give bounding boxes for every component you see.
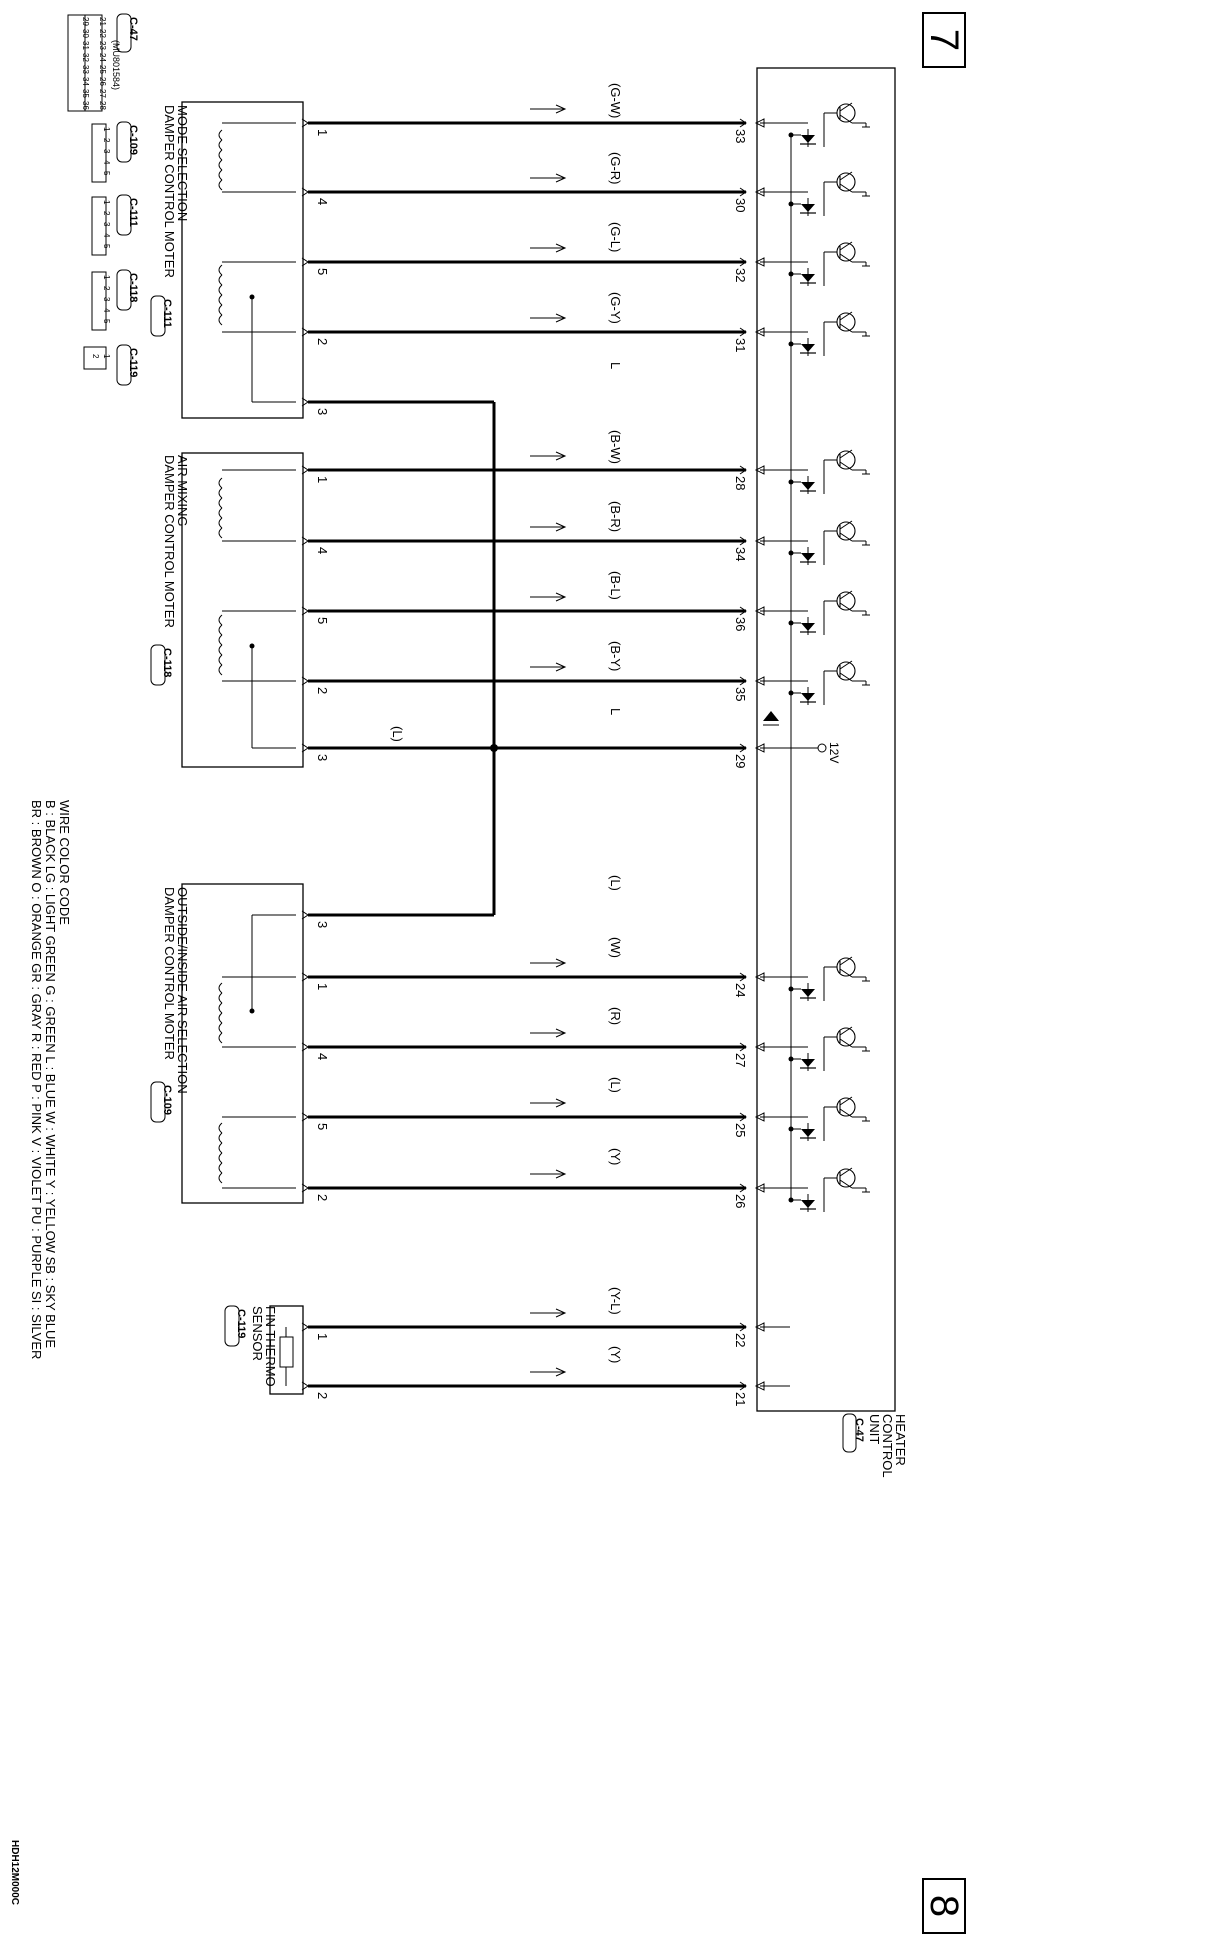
wire-color-label: (B-L) (608, 571, 623, 600)
unit-pin-label: 29 (733, 754, 748, 769)
wire-16 (302, 1287, 764, 1347)
connector-view-label: C-119 (127, 348, 139, 378)
connector-view-pin: 5 (102, 244, 111, 249)
wire-color-label: (Y) (608, 1346, 623, 1364)
unit-pin-label: 24 (733, 983, 748, 998)
motor-connector: C-118 (161, 648, 173, 678)
c47-pin: 23 (98, 41, 107, 50)
coil-turn (219, 1173, 222, 1183)
connector-view-pin: 1 (102, 275, 111, 280)
coil-turn (219, 275, 222, 285)
c47-pin: 33 (81, 65, 90, 74)
unit-pin-label: 36 (733, 617, 748, 632)
c47-pin: 25 (98, 65, 107, 74)
driver-stage (760, 312, 870, 356)
coil-turn (219, 1153, 222, 1163)
device-pin-label: 4 (315, 198, 330, 206)
motor-title: MODE SELECTION (175, 105, 190, 222)
coil-turn (219, 1013, 222, 1023)
diagram-code: HDH12M000C (9, 1840, 20, 1906)
coil-turn (219, 518, 222, 528)
driver-stage (760, 1097, 870, 1141)
coil-turn (219, 625, 222, 635)
device-pin-label: 1 (315, 129, 330, 137)
wire-4 (302, 292, 764, 352)
c47-pin: 27 (98, 89, 107, 98)
heater-unit-connector: C-47 (853, 1418, 865, 1442)
c47-pin: 36 (81, 101, 90, 110)
coil-center-tap (250, 1009, 255, 1014)
wire-color-label: (Y) (608, 1148, 623, 1166)
c47-pin: 31 (81, 41, 90, 50)
coil-turn (219, 528, 222, 538)
heater-unit-label: HEATER (893, 1414, 908, 1466)
connector-view-pin: 5 (102, 171, 111, 176)
wire-5 (302, 362, 623, 415)
damper-motor-3 (182, 884, 303, 1203)
motor-box (182, 453, 303, 767)
c47-pin: 29 (81, 17, 90, 26)
coil-turn (219, 655, 222, 665)
diode-symbol (801, 482, 815, 490)
c47-pin: 28 (98, 101, 107, 110)
device-pin-label: 1 (315, 476, 330, 484)
c47-pin: 24 (98, 53, 107, 62)
c47-pin: 30 (81, 29, 90, 38)
coil-turn (219, 993, 222, 1003)
sensor-title: SENSOR (250, 1306, 265, 1361)
coil-turn (219, 285, 222, 295)
junction-dot (490, 744, 498, 752)
connector-view-pin: 4 (102, 308, 111, 313)
driver-stage (760, 242, 870, 286)
coil-turn (219, 1133, 222, 1143)
coil-turn (219, 983, 222, 993)
wire-color-label: (G-W) (608, 83, 623, 119)
motor-title: OUTSIDE/INSIDE AIR SELECTION (175, 887, 190, 1094)
heater-control-unit-box (757, 68, 895, 1411)
wire-color-label: (R) (608, 1007, 623, 1026)
motor-title: DAMPER CONTROL MOTER (162, 887, 177, 1060)
diode-symbol (801, 693, 815, 701)
wire-color-label: (G-L) (608, 222, 623, 253)
unit-pin-label: 25 (733, 1123, 748, 1138)
driver-stage (760, 1027, 870, 1071)
unit-pin-label: 35 (733, 687, 748, 702)
wire-2 (302, 152, 764, 212)
wire-3 (302, 222, 764, 282)
device-pin-label: 2 (315, 1194, 330, 1202)
c47-pin: 35 (81, 89, 90, 98)
driver-stage (760, 661, 870, 705)
c47-part-number: (MU801584) (111, 40, 121, 91)
unit-pin-label: 22 (733, 1333, 748, 1348)
device-pin-label: 2 (315, 1392, 330, 1400)
coil-turn (219, 635, 222, 645)
page-number-bottom: 8 (922, 1878, 966, 1934)
device-pin-label: 3 (315, 408, 330, 416)
coil-turn (219, 140, 222, 150)
coil-turn (219, 295, 222, 305)
c47-pin: 21 (98, 17, 107, 26)
coil-turn (219, 478, 222, 488)
wire-color-label-device: (L) (390, 726, 405, 742)
diode-symbol (801, 1129, 815, 1137)
connector-view-pin: 4 (102, 233, 111, 238)
coil-turn (219, 130, 222, 140)
coil-turn (219, 508, 222, 518)
wire-13 (302, 1007, 764, 1067)
12v-label: 12V (827, 742, 841, 764)
wire-color-label: L (608, 708, 623, 716)
driver-stage (760, 450, 870, 494)
diode-symbol (801, 1200, 815, 1208)
wire-14 (302, 1077, 764, 1137)
wire-color-code-title: WIRE COLOR CODE (57, 800, 72, 925)
coil-center-tap (250, 295, 255, 300)
connector-view-pin: 3 (102, 222, 111, 227)
connector-view-pin: 4 (102, 160, 111, 165)
wire-11 (302, 875, 623, 928)
12v-terminal (818, 744, 826, 752)
coil-turn (219, 1123, 222, 1133)
coil-turn (219, 645, 222, 655)
device-pin-label: 3 (315, 921, 330, 929)
connector-view-pin: 2 (102, 286, 111, 291)
device-pin-label: 4 (315, 1053, 330, 1061)
device-pin-label: 2 (315, 687, 330, 695)
coil-turn (219, 498, 222, 508)
diode-symbol (801, 344, 815, 352)
coil-turn (219, 1163, 222, 1173)
coil-turn (219, 1003, 222, 1013)
wire-color-label: (L) (608, 875, 623, 891)
connector-view-pin: 1 (102, 127, 111, 132)
unit-pin-label: 31 (733, 338, 748, 353)
wire-color-label: (B-R) (608, 501, 623, 533)
connector-view-pin: 2 (91, 354, 100, 359)
wire-color-label: (Y-L) (608, 1287, 623, 1315)
thermistor-symbol (280, 1337, 293, 1367)
diode-symbol (801, 989, 815, 997)
wire-color-label: (G-R) (608, 152, 623, 185)
wire-7 (302, 501, 764, 561)
diode-symbol (801, 274, 815, 282)
device-pin-label: 1 (315, 983, 330, 991)
unit-pin-label: 34 (733, 547, 748, 562)
connector-view-pin: 2 (102, 211, 111, 216)
heater-unit-label: UNIT (867, 1414, 882, 1445)
motor-box (182, 102, 303, 418)
connector-view-label: C-109 (127, 125, 139, 155)
device-pin-label: 5 (315, 268, 330, 276)
unit-pin-label: 28 (733, 476, 748, 491)
sensor-connector: C-119 (235, 1309, 247, 1339)
coil-turn (219, 170, 222, 180)
motor-connector: C-111 (161, 299, 173, 328)
device-pin-label: 4 (315, 547, 330, 555)
wire-17 (302, 1346, 764, 1406)
wire-color-label: (B-W) (608, 430, 623, 464)
driver-stage (760, 521, 870, 565)
wire-color-label: (B-Y) (608, 641, 623, 672)
unit-pin-label: 30 (733, 198, 748, 213)
coil-turn (219, 160, 222, 170)
motor-title: AIR MIXING (175, 455, 190, 527)
zener-diode (763, 711, 779, 721)
damper-motor-1 (182, 102, 303, 418)
wire-color-label: L (608, 362, 623, 370)
driver-stage (760, 957, 870, 1001)
connector-view-pin: 2 (102, 138, 111, 143)
coil-turn (219, 1143, 222, 1153)
wire-10 (302, 708, 764, 768)
diode-symbol (801, 135, 815, 143)
coil-turn (219, 315, 222, 325)
unit-pin-label: 26 (733, 1194, 748, 1209)
connector-view-label: C-111 (127, 198, 139, 227)
wire-1 (302, 83, 764, 143)
device-pin-label: 3 (315, 754, 330, 762)
c47-pin: 32 (81, 53, 90, 62)
coil-center-tap (250, 644, 255, 649)
connector-view-label: C-118 (127, 273, 139, 303)
c47-pin: 26 (98, 77, 107, 86)
motor-title: DAMPER CONTROL MOTER (162, 105, 177, 278)
coil-turn (219, 665, 222, 675)
device-pin-label: 2 (315, 338, 330, 346)
diode-symbol (801, 553, 815, 561)
coil-turn (219, 180, 222, 190)
connector-view-pin: 3 (102, 149, 111, 154)
motor-connector: C-109 (161, 1085, 173, 1115)
wire-color-code-line2: BR : BROWN O : ORANGE GR : GRAY R : RED P : PINK V : VIOLET PU : PURPLE SI : SILVER (29, 800, 44, 1360)
wire-color-code-line1: B : BLACK LG : LIGHT GREEN G : GREEN L : BLUE W : WHITE Y : YELLOW SB : SKY BLUE (43, 800, 58, 1349)
diode-symbol (801, 1059, 815, 1067)
c47-pin: 34 (81, 77, 90, 86)
driver-stage (760, 172, 870, 216)
motor-box (182, 884, 303, 1203)
wire-color-label: (L) (608, 1077, 623, 1093)
coil-turn (219, 150, 222, 160)
connector-view-pin: 1 (102, 200, 111, 205)
driver-stage (760, 591, 870, 635)
coil-turn (219, 265, 222, 275)
wire-15 (302, 1148, 764, 1208)
wire-6 (302, 430, 764, 490)
damper-motor-2 (182, 453, 303, 767)
wire-color-label: (W) (608, 937, 623, 958)
c47-pin: 22 (98, 29, 107, 38)
motor-title: DAMPER CONTROL MOTER (162, 455, 177, 628)
connector-view-pin: 1 (102, 354, 111, 359)
unit-pin-label: 32 (733, 268, 748, 283)
wire-12 (302, 937, 764, 997)
connector-view-pin: 3 (102, 297, 111, 302)
device-pin-label: 5 (315, 1123, 330, 1131)
diode-symbol (801, 204, 815, 212)
heater-unit-label: CONTROL (880, 1414, 895, 1478)
wire-9 (302, 641, 764, 701)
coil-turn (219, 488, 222, 498)
unit-pin-label: 21 (733, 1392, 748, 1407)
connector-view-pin: 5 (102, 319, 111, 324)
driver-stage (760, 103, 870, 147)
coil-turn (219, 615, 222, 625)
coil-turn (219, 1023, 222, 1033)
driver-stage (760, 1168, 870, 1212)
wire-8 (302, 571, 764, 631)
diode-symbol (801, 623, 815, 631)
device-pin-label: 1 (315, 1333, 330, 1341)
wire-color-label: (G-Y) (608, 292, 623, 324)
unit-pin-label: 33 (733, 129, 748, 144)
coil-turn (219, 1033, 222, 1043)
device-pin-label: 5 (315, 617, 330, 625)
c47-ref-label: C-47 (127, 17, 139, 41)
page-number-top: 7 (922, 12, 966, 68)
coil-turn (219, 305, 222, 315)
sensor-title: FIN THERMO (263, 1306, 278, 1387)
unit-pin-label: 27 (733, 1053, 748, 1068)
